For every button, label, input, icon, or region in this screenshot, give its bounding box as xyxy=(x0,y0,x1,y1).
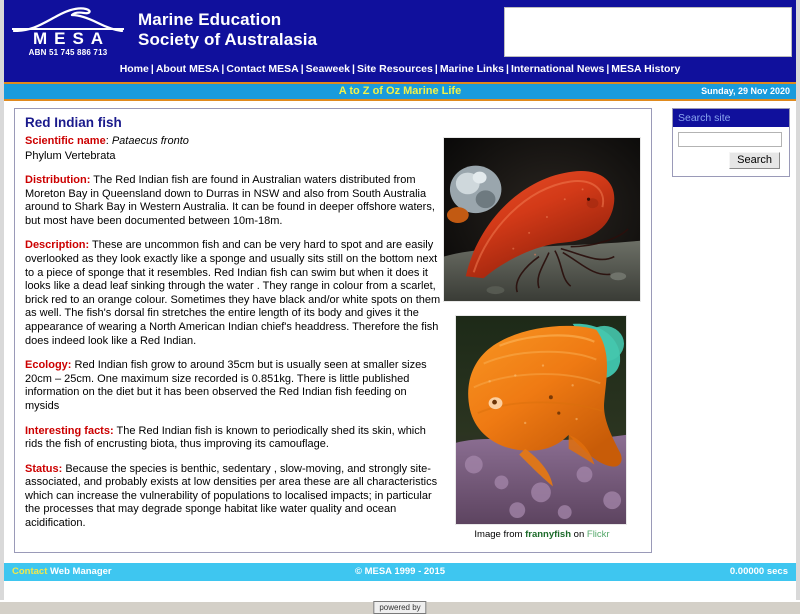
nav-item-mesa-history[interactable]: MESA History xyxy=(611,63,681,75)
nav-separator: | xyxy=(221,63,225,75)
scientific-name-label: Scientific name xyxy=(25,135,106,147)
nav-item-seaweek[interactable]: Seaweek xyxy=(305,63,351,75)
article-section xyxy=(25,359,443,413)
current-date: Sunday, 29 Nov 2020 xyxy=(701,86,790,96)
site-title-line2: Society of Australasia xyxy=(138,30,318,49)
nav-item-home[interactable]: Home xyxy=(119,63,149,75)
page-left-edge xyxy=(0,0,4,600)
logo-wordmark: MESA xyxy=(12,28,124,47)
nav-separator: | xyxy=(434,63,438,75)
primary-nav xyxy=(0,62,800,76)
site-masthead xyxy=(0,0,800,84)
caption-middle: on xyxy=(571,529,587,540)
nav-item-site-resources[interactable]: Site Resources xyxy=(356,63,433,75)
article-sections xyxy=(25,174,443,531)
nav-separator: | xyxy=(352,63,355,75)
nav-item-about-mesa[interactable]: About MESA xyxy=(155,63,220,75)
nav-separator: | xyxy=(300,63,304,75)
section-label: Status: xyxy=(25,462,63,475)
site-title-line1: Marine Education xyxy=(138,10,282,29)
section-text: The Red Indian fish are found in Australian waters distributed from Moreton Bay in Queensland down to Durras in NSW and also from South Australia around to Shark Bay in Western Australia. It can be found in deeper offshore waters, but most have been documented between 10m-18m. xyxy=(25,174,435,227)
search-panel xyxy=(672,108,790,177)
site-title xyxy=(138,10,317,50)
search-panel-body xyxy=(673,127,789,176)
page-title: Red Indian fish xyxy=(25,115,122,130)
footer-webmanager-link[interactable]: Web Manager xyxy=(50,566,112,577)
scientific-name-sep: : xyxy=(105,135,112,147)
article-frame xyxy=(14,108,652,553)
section-label: Ecology: xyxy=(25,359,72,372)
caption-prefix: Image from xyxy=(474,529,526,540)
section-text: Because the species is benthic, sedentary , slow-moving, and strongly site-associated, and probably exists at low densities per area these are all characteristics which can increase the vulnerability of populations to localised impacts; in particular the processes that may degrade sponge habitat like water quality and ocean acidification. xyxy=(25,462,438,530)
caption-source-link[interactable]: Flickr xyxy=(586,529,610,540)
article-content xyxy=(15,109,651,540)
footer-copyright: © MESA 1999 - 2015 xyxy=(354,566,446,577)
section-bar xyxy=(0,84,800,101)
nav-item-marine-links[interactable]: Marine Links xyxy=(439,63,504,75)
page-footer xyxy=(0,563,800,581)
article-section xyxy=(25,463,443,531)
page-body xyxy=(0,101,800,563)
nav-separator: | xyxy=(606,63,610,75)
photo-caption xyxy=(443,529,641,541)
mesa-logo[interactable] xyxy=(12,4,124,56)
article-section xyxy=(25,425,443,452)
section-text: Red Indian fish grow to around 35cm but is usually seen at smaller sizes 20cm – 25cm. One maximum size recorded is 0.851kg. There is little published information on the diet but it has been observed the Red Indian fish feeding on mysids xyxy=(25,359,427,412)
section-label: Description: xyxy=(25,239,90,252)
nav-item-international-news[interactable]: International News xyxy=(510,63,605,75)
species-photo-secondary[interactable] xyxy=(455,315,627,525)
species-photo-primary[interactable] xyxy=(443,137,641,302)
page-bottom-strip xyxy=(0,581,800,612)
photo-column xyxy=(443,137,641,541)
footer-timing: 0.00000 secs xyxy=(729,566,788,577)
scientific-name-value: Pataecus fronto xyxy=(111,135,189,147)
nav-item-contact-mesa[interactable]: Contact MESA xyxy=(226,63,299,75)
section-label: Interesting facts: xyxy=(25,424,114,437)
powered-by-badge[interactable]: powered by xyxy=(373,601,426,614)
search-button[interactable]: Search xyxy=(729,152,780,169)
article-section xyxy=(25,174,443,228)
section-label: Distribution: xyxy=(25,174,91,186)
right-sidebar xyxy=(672,108,790,177)
section-text: These are uncommon fish and can be very hard to spot and are easily overlooked as they look exactly like a sponge and usually sits still on the bottom next to a piece of sponge that it resembles. Red Indian fish can swim but when it does it looks like a dead leaf sinking through the water . They range in colour from a scarlet, brick red to an orange colour. Sometimes they have black and/or white spots on them as well. The fish's dorsal fin stretches the entire length of its body and gives it the appearance of wearing a North American Indian chief's headdress. Therefore the fish does indeed look like a Red Indian. xyxy=(25,239,441,347)
search-input[interactable] xyxy=(678,132,782,147)
caption-credit-link[interactable]: frannyfish xyxy=(525,529,572,540)
search-panel-title: Search site xyxy=(673,109,789,127)
section-text: The Red Indian fish is known to periodically shed its skin, which rids the fish of encrusting biota, thus improving its camouflage. xyxy=(25,424,426,451)
article-section xyxy=(25,239,443,348)
page-right-edge xyxy=(796,0,800,600)
nav-separator: | xyxy=(150,63,154,75)
banner-placeholder xyxy=(504,7,792,57)
phylum-line: Phylum Vertebrata xyxy=(25,150,116,162)
footer-contact-label: Contact xyxy=(12,566,48,577)
logo-abn: ABN 51 745 886 713 xyxy=(28,48,108,57)
nav-separator: | xyxy=(506,63,509,75)
section-title: A to Z of Oz Marine Life xyxy=(338,85,462,97)
